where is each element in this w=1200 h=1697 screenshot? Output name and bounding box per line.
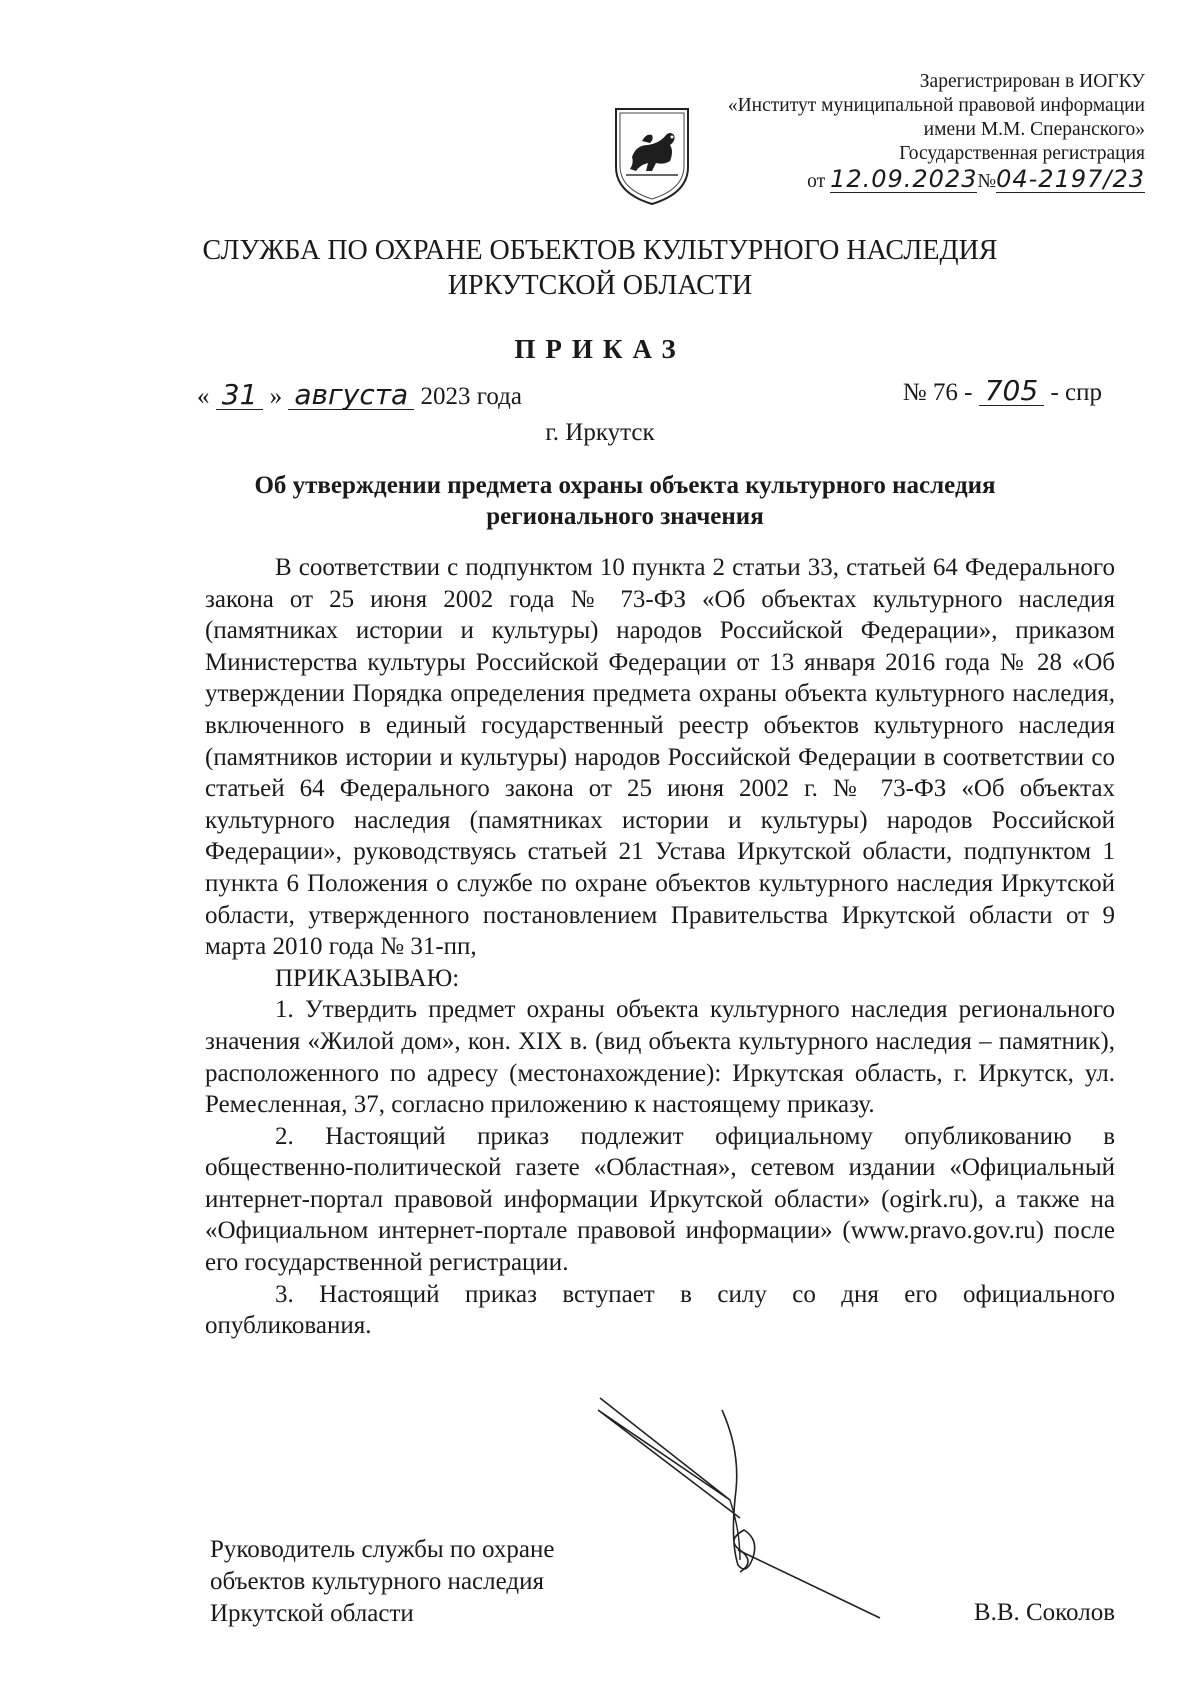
- order-title: ПРИКАЗ: [514, 334, 686, 364]
- registration-line-1: Зарегистрирован в ИОГКУ: [919, 71, 1145, 92]
- order-item-1: 1. Утвердить предмет охраны объекта культурного наследия регионального значения «Жилой дом», кон. XIX в. (вид объекта культурного наследия – памятник), расположенного по адресу (местонахождение): Иркутская область, г. Иркутск, ул. Ремесленная, 37, согласно приложению к настоящему приказу.: [205, 996, 1115, 1119]
- registration-num-label: №: [977, 171, 997, 192]
- preamble-paragraph: В соответствии с подпунктом 10 пункта 2 статьи 33, статьей 64 Федерального закона от 25 июня 2002 года № 73-ФЗ «Об объектах культурного наследия (памятниках истории и культуры) народов Российской Федерации», приказом Министерства культуры Российской Федерации от 13 января 2016 года № 28 «Об утверждении Порядка определения предмета охраны объекта культурного наследия, включенного в единый государственный реестр объектов культурного наследия (памятников истории и культуры) народов Российской Федерации в соответствии со статьей 64 Федерального закона от 25 июня 2002 г. № 73-ФЗ «Об объектах культурного наследия (памятниках истории и культуры) народов Российской Федерации», руководствуясь статьей 21 Устава Иркутской области, подпунктом 1 пункта 6 Положения о службе по охране объектов культурного наследия Иркутской области, утвержденного постановлением Правительства Иркутской области от 9 марта 2010 года № 31-пп,: [205, 554, 1115, 961]
- date-open-quote: «: [197, 383, 210, 410]
- registration-number-handwritten: 04-2197/23: [996, 165, 1145, 193]
- registration-from-label: от: [807, 171, 826, 192]
- date-year: 2023 года: [420, 383, 522, 410]
- order-subject-line-2: регионального значения: [486, 503, 764, 530]
- order-item-2: 2. Настоящий приказ подлежит официальному опубликованию в общественно-политической газете «Областная», сетевом издании «Официальный интернет-портал правовой информации Иркутской области» (ogirk.ru), а также на «Официальном интернет-портале правовой информации» (www.pravo.gov.ru) после его государственной регистрации.: [205, 1122, 1115, 1277]
- order-word: ПРИКАЗЫВАЮ:: [275, 964, 460, 992]
- organization-name-line-2: ИРКУТСКОЙ ОБЛАСТИ: [447, 270, 753, 301]
- signer-title-line-2: объектов культурного наследия: [210, 1568, 544, 1595]
- signer-title-line-1: Руководитель службы по охране: [210, 1536, 555, 1563]
- registration-number-line: [685, 166, 1145, 194]
- order-number-prefix: № 76 -: [902, 379, 973, 406]
- signer-title: [210, 1534, 554, 1630]
- order-subject-line-1: Об утверждении предмета охраны объекта культурного наследия: [254, 472, 996, 499]
- signer-name: В.В. Соколов: [973, 1599, 1115, 1626]
- order-number-handwritten: 705: [979, 377, 1044, 406]
- organization-name: [0, 233, 1200, 303]
- registration-date-handwritten: 12.09.2023: [830, 165, 978, 193]
- order-number-suffix: - спр: [1050, 379, 1102, 406]
- city: г. Иркутск: [545, 419, 655, 446]
- order-body: [205, 552, 1115, 1342]
- irkutsk-coat-of-arms-icon: [612, 105, 692, 207]
- date-day-handwritten: 31: [216, 381, 264, 410]
- order-item-3: 3. Настоящий приказ вступает в силу со дня его официального опубликования.: [205, 1280, 1115, 1340]
- handwritten-signature: [590, 1390, 890, 1620]
- order-subject: [200, 470, 1050, 532]
- order-number: [902, 374, 1102, 407]
- date-close-quote: »: [269, 383, 283, 410]
- registration-line-4: Государственная регистрация: [899, 143, 1145, 164]
- organization-name-line-1: СЛУЖБА ПО ОХРАНЕ ОБЪЕКТОВ КУЛЬТУРНОГО НАСЛЕДИЯ: [202, 235, 998, 266]
- date-month-handwritten: августа: [288, 381, 414, 410]
- registration-stamp: [685, 70, 1145, 194]
- registration-line-3: имени М.М. Сперанского»: [923, 119, 1145, 140]
- signer-title-line-3: Иркутской области: [210, 1600, 414, 1627]
- registration-line-2: «Институт муниципальной правовой информации: [727, 95, 1145, 116]
- order-date: [197, 378, 522, 411]
